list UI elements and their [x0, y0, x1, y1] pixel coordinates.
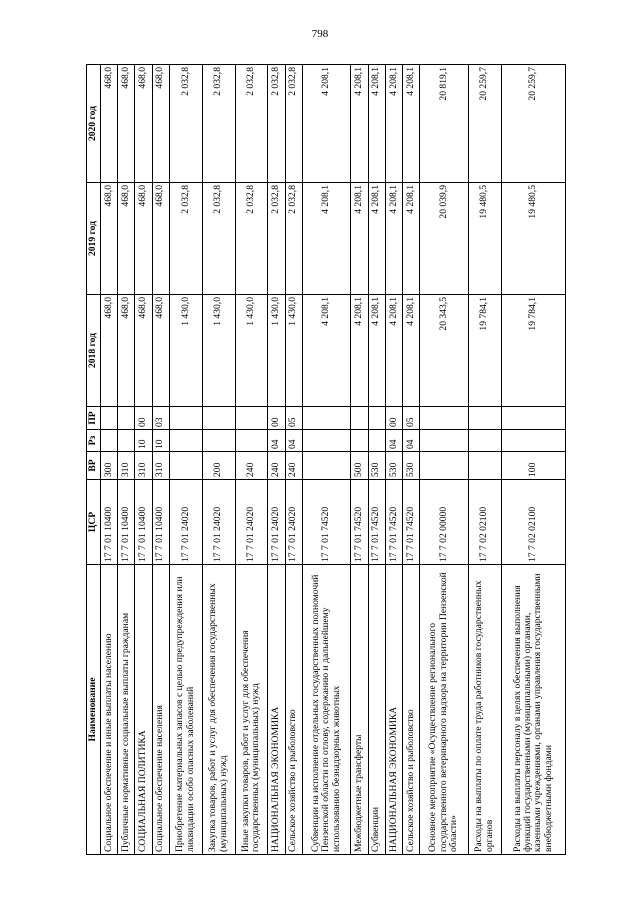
row-csr: 17 7 01 10400	[152, 480, 169, 565]
row-name: Основное мероприятие «Осуществление регионального государственного ветеринарного надзора на территории Пензенской области»	[420, 565, 469, 855]
row-csr: 17 7 01 74520	[302, 480, 351, 565]
table-row	[235, 65, 268, 855]
row-csr: 17 7 01 74520	[402, 480, 419, 565]
row-2020: 468,0	[135, 65, 152, 183]
table-row	[152, 65, 169, 855]
row-name: НАЦИОНАЛЬНАЯ ЭКОНОМИКА	[385, 565, 402, 855]
row-vr	[302, 452, 351, 480]
row-rz: 10	[135, 430, 152, 452]
row-name: СОЦИАЛЬНАЯ ПОЛИТИКА	[135, 565, 152, 855]
row-name: Приобретение материальных запасов с целью предупреждения или ликвидации особо опасных заболеваний	[169, 565, 202, 855]
row-csr: 17 7 01 10400	[101, 480, 118, 565]
row-2018: 4 208,1	[302, 295, 351, 407]
row-2019: 468,0	[152, 183, 169, 295]
row-2019: 468,0	[135, 183, 152, 295]
row-2018: 468,0	[135, 295, 152, 407]
row-pr	[468, 407, 501, 430]
row-rz	[420, 430, 469, 452]
row-csr: 17 7 01 24020	[169, 480, 202, 565]
budget-table-container	[86, 65, 566, 855]
table-row	[118, 65, 135, 855]
row-2020: 2 032,8	[202, 65, 235, 183]
row-2019: 19 480,5	[468, 183, 501, 295]
row-name: НАЦИОНАЛЬНАЯ ЭКОНОМИКА	[268, 565, 285, 855]
row-pr	[235, 407, 268, 430]
row-csr: 17 7 01 24020	[202, 480, 235, 565]
row-2019: 468,0	[101, 183, 118, 295]
row-2018: 1 430,0	[268, 295, 285, 407]
row-vr	[420, 452, 469, 480]
row-csr: 17 7 01 10400	[118, 480, 135, 565]
row-csr: 17 7 01 74520	[351, 480, 368, 565]
row-pr	[302, 407, 351, 430]
row-rz: 10	[152, 430, 169, 452]
row-csr: 17 7 02 02100	[468, 480, 501, 565]
row-name: Расходы на выплаты персоналу в целях обеспечения выполнения функций государственными (муниципальными) органами, казенными учреждениями, органами управления государственными внебюджетными фондами	[501, 565, 566, 855]
row-2019: 2 032,8	[285, 183, 302, 295]
row-pr	[368, 407, 385, 430]
col-header-2018: 2018 год	[87, 295, 101, 407]
row-name: Субвенции	[368, 565, 385, 855]
row-rz	[118, 430, 135, 452]
row-csr: 17 7 02 02100	[501, 480, 566, 565]
row-2019: 4 208,1	[385, 183, 402, 295]
row-rz	[101, 430, 118, 452]
row-rz	[302, 430, 351, 452]
row-csr: 17 7 01 74520	[368, 480, 385, 565]
row-pr: 00	[385, 407, 402, 430]
row-name: Расходы на выплаты по оплате труда работников государственных органов	[468, 565, 501, 855]
row-pr	[202, 407, 235, 430]
col-header-rz: Рз	[87, 430, 101, 452]
row-name: Закупка товаров, работ и услуг для обеспечения государственных (муниципальных) нужд	[202, 565, 235, 855]
row-pr: 00	[135, 407, 152, 430]
row-vr: 530	[368, 452, 385, 480]
row-pr: 00	[268, 407, 285, 430]
row-name: Публичные нормативные социальные выплаты гражданам	[118, 565, 135, 855]
row-2020: 2 032,8	[285, 65, 302, 183]
row-2018: 4 208,1	[402, 295, 419, 407]
row-2018: 19 784,1	[468, 295, 501, 407]
row-pr: 03	[152, 407, 169, 430]
row-name: Социальное обеспечение населения	[152, 565, 169, 855]
row-2019: 2 032,8	[169, 183, 202, 295]
row-rz: 04	[268, 430, 285, 452]
table-row	[202, 65, 235, 855]
table-row	[402, 65, 419, 855]
row-vr: 500	[351, 452, 368, 480]
row-2020: 4 208,1	[402, 65, 419, 183]
row-vr	[468, 452, 501, 480]
row-pr	[420, 407, 469, 430]
table-row	[101, 65, 118, 855]
row-vr: 240	[285, 452, 302, 480]
row-2020: 468,0	[118, 65, 135, 183]
row-2019: 2 032,8	[268, 183, 285, 295]
row-2019: 4 208,1	[351, 183, 368, 295]
row-2018: 4 208,1	[351, 295, 368, 407]
row-vr: 310	[152, 452, 169, 480]
row-2018: 20 343,5	[420, 295, 469, 407]
row-pr	[118, 407, 135, 430]
row-2018: 1 430,0	[202, 295, 235, 407]
row-name: Социальное обеспечение и иные выплаты населению	[101, 565, 118, 855]
row-name: Субвенции на исполнение отдельных государственных полномочий Пензенской области по отлову, содержанию и дальнейшему использованию безнадзорных животных	[302, 565, 351, 855]
row-rz	[169, 430, 202, 452]
row-2019: 4 208,1	[402, 183, 419, 295]
row-2020: 20 259,7	[468, 65, 501, 183]
row-vr: 200	[202, 452, 235, 480]
row-2019: 20 039,9	[420, 183, 469, 295]
table-row	[420, 65, 469, 855]
row-2018: 1 430,0	[169, 295, 202, 407]
col-header-2019: 2019 год	[87, 183, 101, 295]
table-row	[385, 65, 402, 855]
row-name: Сельское хозяйство и рыболовство	[402, 565, 419, 855]
row-rz	[235, 430, 268, 452]
row-csr: 17 7 01 74520	[385, 480, 402, 565]
row-pr	[351, 407, 368, 430]
row-2020: 4 208,1	[351, 65, 368, 183]
row-2020: 2 032,8	[268, 65, 285, 183]
table-row	[285, 65, 302, 855]
row-pr	[501, 407, 566, 430]
row-2019: 2 032,8	[202, 183, 235, 295]
row-vr: 240	[268, 452, 285, 480]
row-pr	[101, 407, 118, 430]
table-row	[268, 65, 285, 855]
row-name: Сельское хозяйство и рыболовство	[285, 565, 302, 855]
table-row	[302, 65, 351, 855]
table-row	[468, 65, 501, 855]
row-vr: 530	[402, 452, 419, 480]
col-header-pr: ПР	[87, 407, 101, 430]
table-row	[135, 65, 152, 855]
row-2018: 468,0	[152, 295, 169, 407]
row-2020: 2 032,8	[235, 65, 268, 183]
row-vr: 300	[101, 452, 118, 480]
row-2018: 468,0	[118, 295, 135, 407]
row-vr: 240	[235, 452, 268, 480]
row-csr: 17 7 01 24020	[285, 480, 302, 565]
row-2020: 468,0	[101, 65, 118, 183]
row-2020: 20 819,1	[420, 65, 469, 183]
table-row	[368, 65, 385, 855]
row-rz: 04	[385, 430, 402, 452]
row-vr: 310	[118, 452, 135, 480]
row-vr	[169, 452, 202, 480]
row-csr: 17 7 01 24020	[268, 480, 285, 565]
table-row	[169, 65, 202, 855]
row-vr: 530	[385, 452, 402, 480]
col-header-csr: ЦСР	[87, 480, 101, 565]
row-rz	[368, 430, 385, 452]
row-pr	[169, 407, 202, 430]
row-name: Межбюджетные трансферты	[351, 565, 368, 855]
row-2019: 4 208,1	[368, 183, 385, 295]
row-2018: 19 784,1	[501, 295, 566, 407]
row-2020: 4 208,1	[302, 65, 351, 183]
row-2020: 468,0	[152, 65, 169, 183]
row-2018: 468,0	[101, 295, 118, 407]
col-header-vr: ВР	[87, 452, 101, 480]
row-rz	[468, 430, 501, 452]
row-2020: 4 208,1	[368, 65, 385, 183]
row-2018: 1 430,0	[235, 295, 268, 407]
table-header-row	[87, 65, 101, 855]
row-2020: 4 208,1	[385, 65, 402, 183]
row-csr: 17 7 02 00000	[420, 480, 469, 565]
col-header-2020: 2020 год	[87, 65, 101, 183]
row-rz	[202, 430, 235, 452]
row-2019: 2 032,8	[235, 183, 268, 295]
row-2020: 2 032,8	[169, 65, 202, 183]
page-number: 798	[311, 28, 329, 40]
table-row	[351, 65, 368, 855]
row-csr: 17 7 01 24020	[235, 480, 268, 565]
row-vr: 100	[501, 452, 566, 480]
row-2019: 19 480,5	[501, 183, 566, 295]
row-rz	[351, 430, 368, 452]
row-2019: 4 208,1	[302, 183, 351, 295]
row-2018: 4 208,1	[368, 295, 385, 407]
row-rz: 04	[402, 430, 419, 452]
row-2019: 468,0	[118, 183, 135, 295]
row-2018: 1 430,0	[285, 295, 302, 407]
row-vr: 310	[135, 452, 152, 480]
table-row	[501, 65, 566, 855]
row-name: Иные закупки товаров, работ и услуг для обеспечения государственных (муниципальных) нужд	[235, 565, 268, 855]
row-2018: 4 208,1	[385, 295, 402, 407]
row-csr: 17 7 01 10400	[135, 480, 152, 565]
col-header-name: Наименование	[87, 565, 101, 855]
row-2020: 20 259,7	[501, 65, 566, 183]
row-rz	[501, 430, 566, 452]
row-pr: 05	[402, 407, 419, 430]
row-pr: 05	[285, 407, 302, 430]
budget-table	[86, 64, 566, 855]
row-rz: 04	[285, 430, 302, 452]
